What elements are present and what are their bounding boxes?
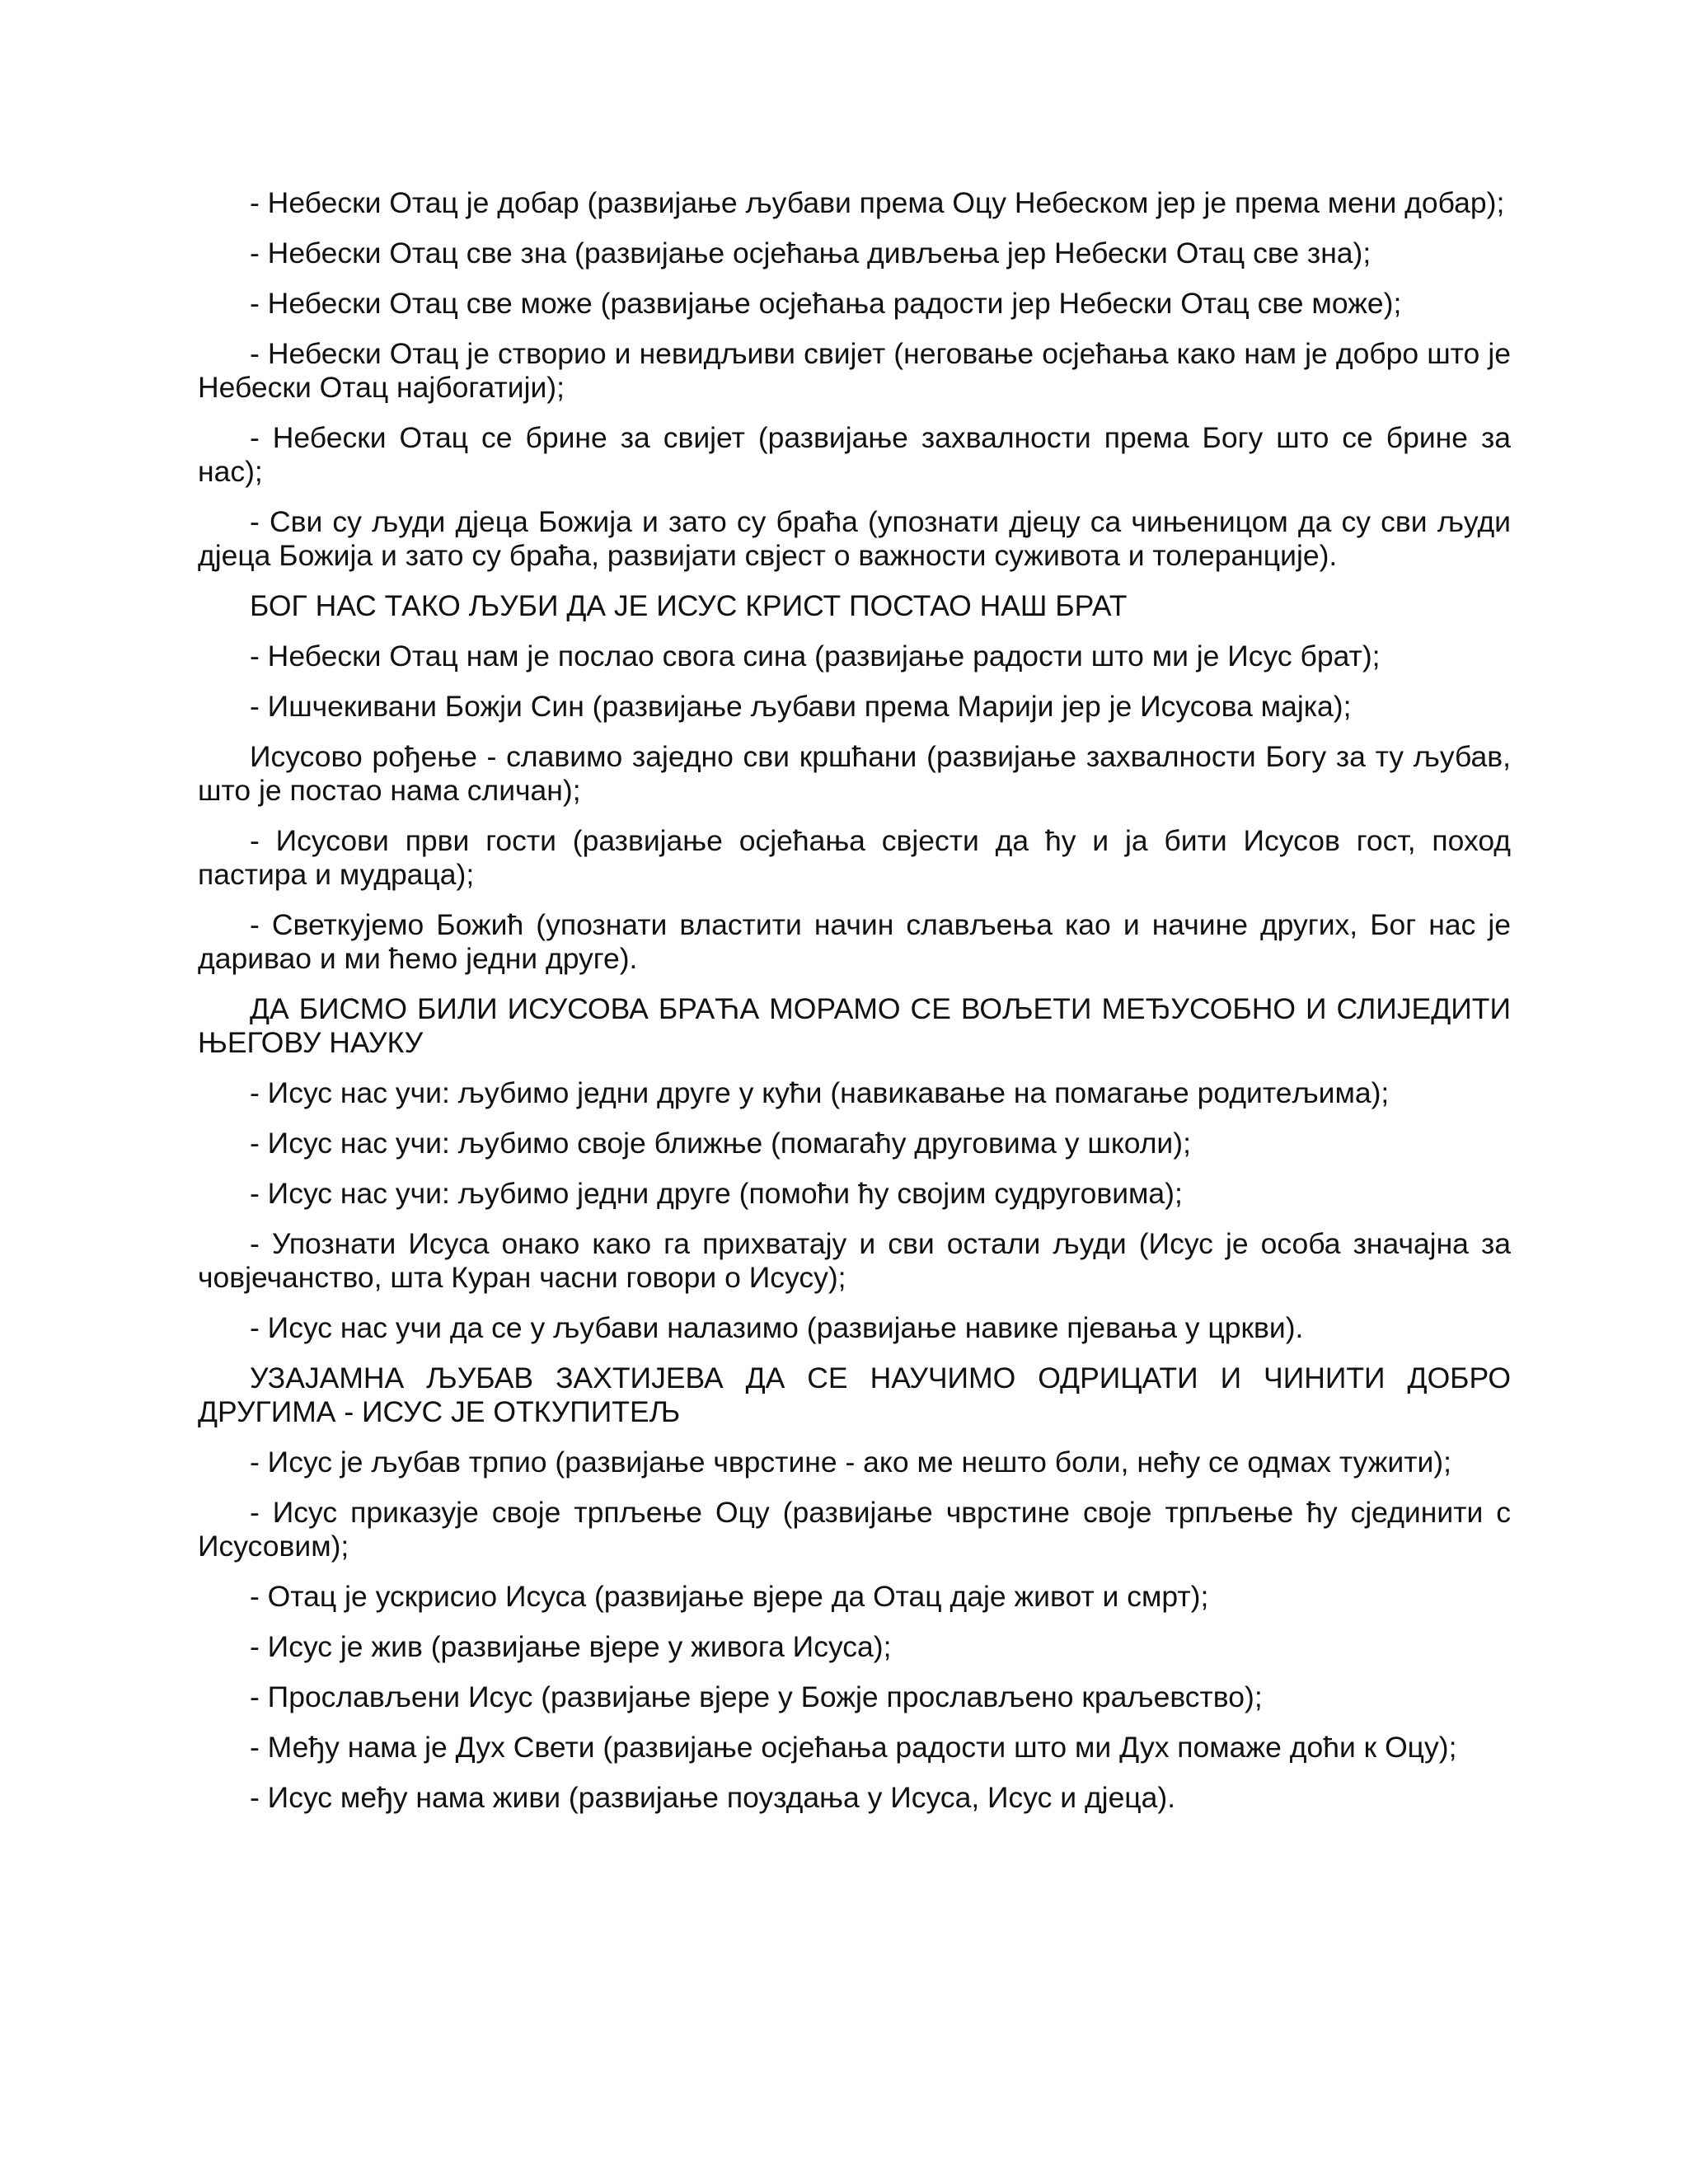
- list-item: - Исус је жив (развијање вјере у живога Исуса);: [250, 1630, 892, 1663]
- list-item: - Небески Отац се брине за свијет (развијање захвалности према Богу што се брине за нас);: [198, 421, 1511, 488]
- list-item: - Исусови први гости (развијање осјећања свјести да ћу и ја бити Исусов гост, поход пастира и мудраца);: [198, 824, 1511, 891]
- list-item: - Упознати Исуса онако како га прихватају и сви остали људи (Исус је особа значајна за човјечанство, шта Куран часни говори о Исусу);: [198, 1227, 1511, 1294]
- list-item: - Исус нас учи: љубимо једни друге (помоћи ћу својим судруговима);: [250, 1177, 1183, 1210]
- list-item: - Исус међу нама живи (развијање поуздања у Исуса, Исус и дјеца).: [250, 1781, 1176, 1814]
- list-item: - Светкујемо Божић (упознати властити начин слављења као и начине других, Бог нас је даривао и ми ћемо једни друге).: [198, 908, 1511, 975]
- list-item: - Међу нама је Дух Свети (развијање осјећања радости што ми Дух помаже доћи к Оцу);: [250, 1731, 1457, 1764]
- list-item: - Небески Отац све може (развијање осјећања радости јер Небески Отац све може);: [250, 287, 1402, 320]
- list-item: - Исус нас учи да се у љубави налазимо (развијање навике пјевања у цркви).: [250, 1311, 1304, 1344]
- list-item: - Сви су људи дјеца Божија и зато су браћа (упознати дјецу са чињеницом да су сви људи дјеца Божија и зато су браћа, развијати свјест о важности суживота и толеранције).: [198, 505, 1511, 572]
- list-item: - Исус нас учи: љубимо своје ближње (помагаћу друговима у школи);: [250, 1127, 1191, 1160]
- list-item: - Исус приказује своје трпљење Оцу (развијање чврстине своје трпљење ћу сјединити с Исусовим);: [198, 1496, 1511, 1563]
- section-heading: БОГ НАС ТАКО ЉУБИ ДА ЈЕ ИСУС КРИСТ ПОСТАО НАШ БРАТ: [250, 589, 1128, 622]
- list-item: - Небески Отац је створио и невидљиви свијет (неговање осјећања како нам је добро што је Небески Отац најбогатији);: [198, 337, 1511, 404]
- list-item: - Ишчекивани Божји Син (развијање љубави према Марији јер је Исусова мајка);: [250, 690, 1352, 723]
- document-page: [198, 186, 1511, 1831]
- list-item: - Исус нас учи: љубимо једни друге у кући (навикавање на помагање родитељима);: [250, 1076, 1390, 1109]
- section-heading: УЗАЈАМНА ЉУБАВ ЗАХТИЈЕВА ДА СЕ НАУЧИМО ОДРИЦАТИ И ЧИНИТИ ДОБРО ДРУГИМА - ИСУС ЈЕ ОТКУПИТЕЉ: [198, 1361, 1511, 1428]
- list-item: Исусово рођење - славимо заједно сви кршћани (развијање захвалности Богу за ту љубав, што је постао нама сличан);: [198, 740, 1511, 807]
- list-item: - Небески Отац је добар (развијање љубави према Оцу Небеском јер је према мени добар);: [250, 186, 1505, 219]
- list-item: - Исус је љубав трпио (развијање чврстине - ако ме нешто боли, нећу се одмах тужити);: [250, 1446, 1451, 1479]
- list-item: - Небески Отац све зна (развијање осјећања дивљења јер Небески Отац све зна);: [250, 237, 1372, 269]
- list-item: - Отац је ускрисио Исуса (развијање вјере да Отац даје живот и смрт);: [250, 1580, 1209, 1613]
- list-item: - Небески Отац нам је послао свога сина (развијање радости што ми је Исус брат);: [250, 640, 1381, 673]
- section-heading: ДА БИСМО БИЛИ ИСУСОВА БРАЋА МОРАМО СЕ ВОЉЕТИ МЕЂУСОБНО И СЛИЈЕДИТИ ЊЕГОВУ НАУКУ: [198, 992, 1511, 1059]
- list-item: - Прослављени Исус (развијање вјере у Божје прослављено краљевство);: [250, 1680, 1263, 1713]
